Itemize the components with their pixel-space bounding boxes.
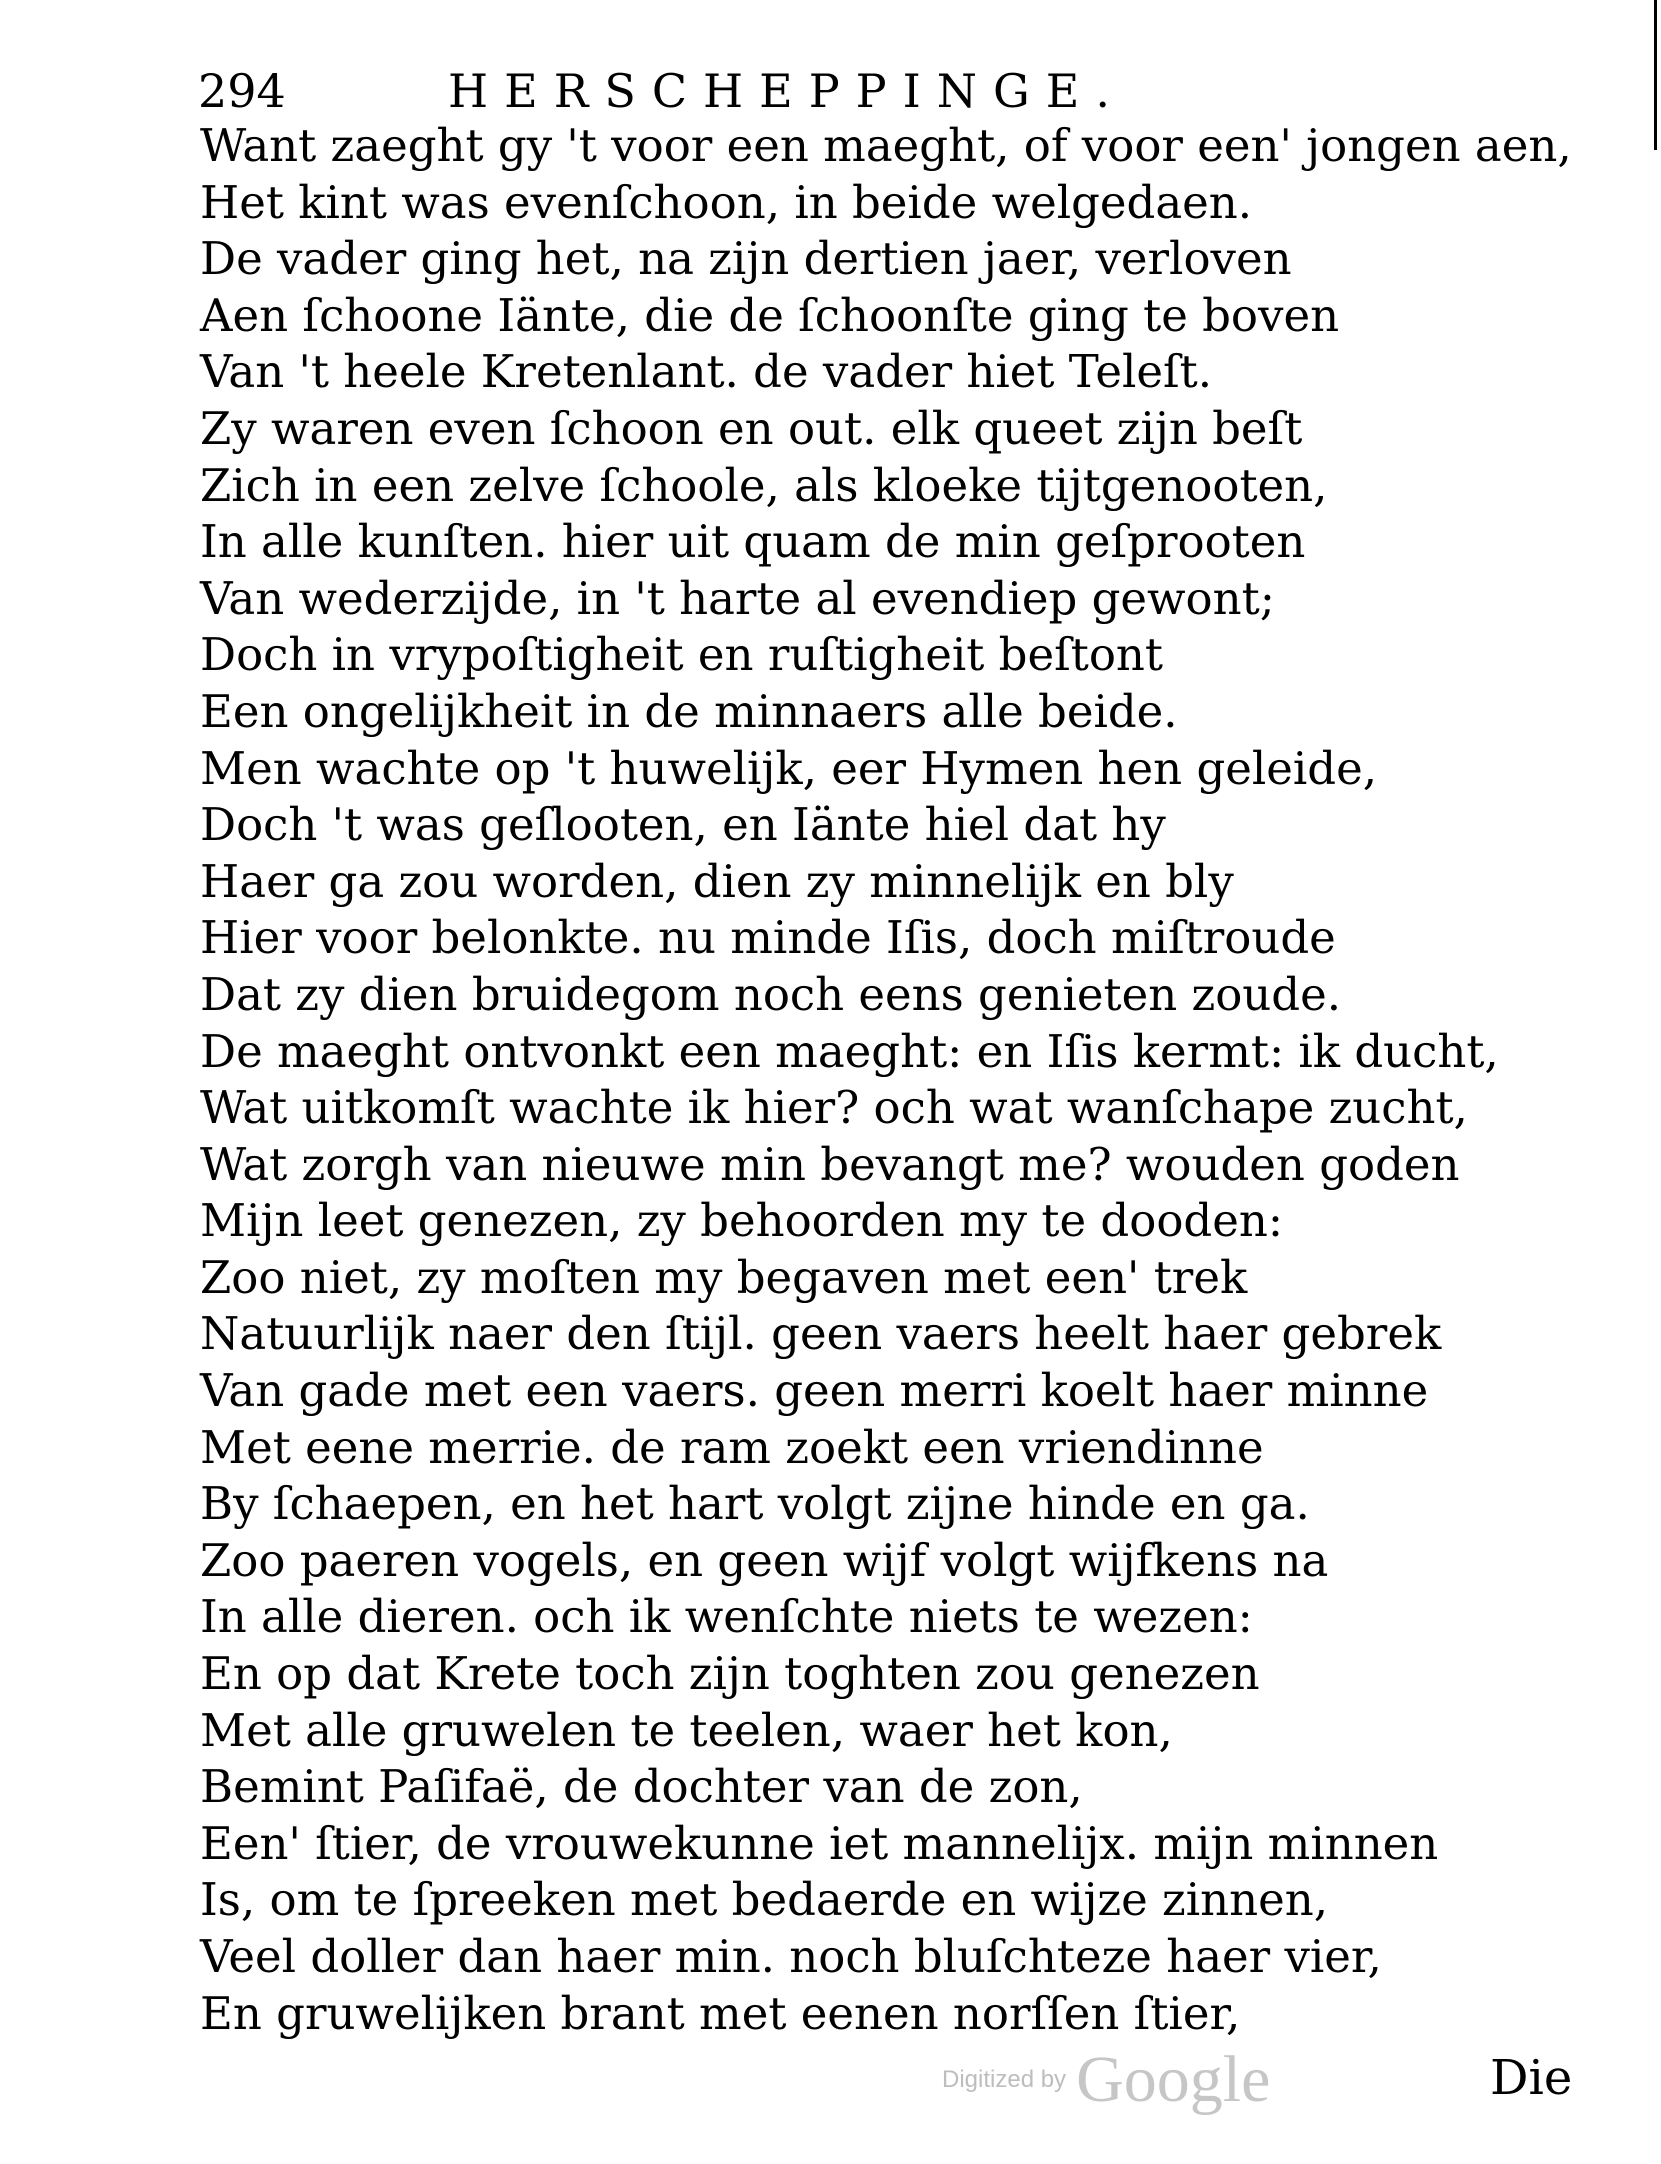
verse-line: Met alle gruwelen te teelen, waer het kon, xyxy=(200,1703,1173,1757)
verse-block xyxy=(200,118,1600,2042)
verse-line: Dat zy dien bruidegom noch eens genieten zoude. xyxy=(200,967,1342,1021)
verse-line: Hier voor belonkte. nu minde Iſis, doch miſtroude xyxy=(200,911,1336,965)
verse-line: Doch 't was geſlooten, en Iänte hiel dat hy xyxy=(200,798,1166,852)
verse-line: Haer ga zou worden, dien zy minnelijk en bly xyxy=(200,854,1234,908)
page-number: 294 xyxy=(198,64,286,118)
watermark-prefix: Digitized by xyxy=(942,2066,1067,2093)
verse-line: Zoo paeren vogels, en geen wijf volgt wijfkens na xyxy=(200,1533,1329,1587)
verse-line: Van gade met een vaers. geen merri koelt haer minne xyxy=(200,1364,1429,1418)
page-footer xyxy=(0,2040,1661,2120)
verse-line: Veel doller dan haer min. noch bluſchteze haer vier, xyxy=(200,1930,1382,1983)
verse-line: Wat zorgh van nieuwe min bevangt me? wouden goden xyxy=(200,1137,1460,1191)
verse-line: Mijn leet genezen, zy behoorden my te dooden: xyxy=(200,1194,1283,1248)
verse-line: Aen ſchoone Iänte, die de ſchoonſte ging te boven xyxy=(200,288,1340,342)
verse-line: Want zaeght gy 't voor een maeght, of voor een' jongen aen, xyxy=(200,119,1572,172)
verse-line: Met eene merrie. de ram zoekt een vriendinne xyxy=(200,1420,1264,1474)
catchword: Die xyxy=(1490,2050,1573,2106)
verse-line: De vader ging het, na zijn dertien jaer, verloven xyxy=(200,232,1292,286)
verse-line: En gruwelijken brant met eenen norſſen ſtier, xyxy=(200,1986,1241,2040)
running-title: HERSCHEPPINGE. xyxy=(448,64,1127,118)
verse-line: In alle dieren. och ik wenſchte niets te wezen: xyxy=(200,1590,1253,1644)
verse-line: Doch in vrypoſtigheit en ruſtigheit beſtont xyxy=(200,628,1163,682)
verse-line: Zoo niet, zy moſten my begaven met een' trek xyxy=(200,1250,1248,1304)
page-header xyxy=(198,56,1318,126)
google-logo: Google xyxy=(1076,2043,1271,2116)
verse-line: Is, om te ſpreeken met bedaerde en wijze zinnen, xyxy=(200,1873,1329,1927)
verse-line: In alle kunſten. hier uit quam de min geſprooten xyxy=(200,515,1306,569)
verse-line: Zich in een zelve ſchoole, als kloeke tijtgenooten, xyxy=(200,458,1328,512)
verse-line: Het kint was evenſchoon, in beide welgedaen. xyxy=(200,175,1253,229)
verse-line: Wat uitkomſt wachte ik hier? och wat wanſchape zucht, xyxy=(200,1081,1468,1135)
verse-line: En op dat Krete toch zijn toghten zou genezen xyxy=(200,1647,1260,1701)
verse-line: De maeght ontvonkt een maeght: en Iſis kermt: ik ducht, xyxy=(200,1024,1499,1078)
digitized-watermark xyxy=(942,2040,1270,2120)
verse-line: Een ongelijkheit in de minnaers alle beide. xyxy=(200,684,1178,738)
verse-line: Men wachte op 't huwelijk, eer Hymen hen geleide, xyxy=(200,741,1378,795)
verse-line: By ſchaepen, en het hart volgt zijne hinde en ga. xyxy=(200,1477,1310,1531)
verse-line: Zy waren even ſchoon en out. elk queet zijn beſt xyxy=(200,401,1303,455)
verse-line: Van wederzijde, in 't harte al evendiep gewont; xyxy=(200,571,1275,625)
page-edge-rule xyxy=(1654,0,1657,150)
verse-line: Een' ſtier, de vrouwekunne iet mannelijx. mijn minnen xyxy=(200,1816,1439,1870)
verse-line: Van 't heele Kretenlant. de vader hiet Teleſt. xyxy=(200,345,1213,399)
verse-line: Natuurlijk naer den ſtijl. geen vaers heelt haer gebrek xyxy=(200,1307,1442,1361)
verse-line: Bemint Paſifaë, de dochter van de zon, xyxy=(200,1760,1083,1814)
